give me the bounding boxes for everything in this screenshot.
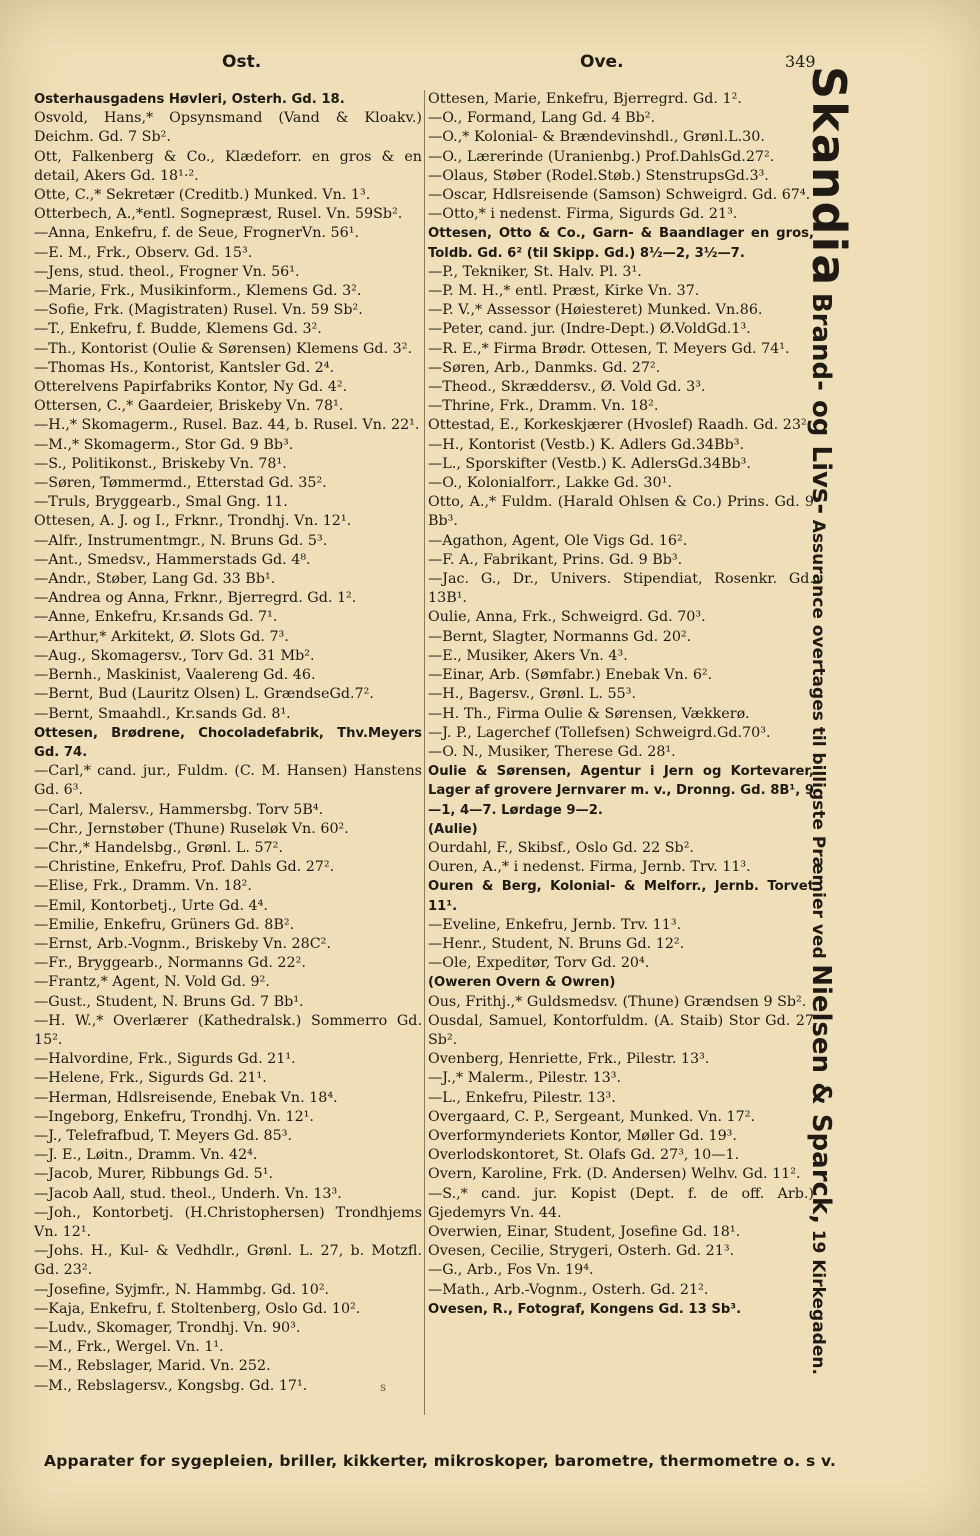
directory-entry: Ouren, A.,* i nedenst. Firma, Jernb. Trv. 11³. [428, 859, 751, 876]
directory-entry: —Ole, Expeditør, Torv Gd. 20⁴. [428, 955, 650, 972]
directory-entry: Oulie & Sørensen, Agentur i Jern og Kortevarer, Lager af grovere Jernvarer m. v., Dronng. Gd. 8B¹, 9—1, 4—7. Lørdage 9—2. [428, 764, 814, 818]
footer-advertisement: Apparater for sygepleien, briller, kikkerter, mikroskoper, barometre, thermometre o. s v. [44, 1452, 837, 1470]
directory-entry: Osvold, Hans,* Opsynsmand (Vand & Kloakv.) Deichm. Gd. 7 Sb². [34, 110, 422, 146]
directory-entry: —Arthur,* Arkitekt, Ø. Slots Gd. 7³. [34, 628, 289, 645]
directory-entry: —Bernh., Maskinist, Vaalereng Gd. 46. [34, 667, 316, 684]
directory-entry: —O. N., Musiker, Therese Gd. 28¹. [428, 743, 676, 760]
directory-entry: —Johs. H., Kul- & Vedhdlr., Grønl. L. 27, b. Motzfl. Gd. 23². [34, 1243, 422, 1279]
directory-entry: —Josefine, Syjmfr., N. Hammbg. Gd. 10². [34, 1281, 330, 1298]
page-number: 349 [785, 52, 816, 71]
directory-entry: —Søren, Arb., Danmks. Gd. 27². [428, 359, 661, 376]
directory-entry: —J. P., Lagerchef (Tollefsen) Schweigrd.Gd.70³. [428, 724, 771, 741]
directory-entry: —Halvordine, Frk., Sigurds Gd. 21¹. [34, 1051, 296, 1068]
directory-entry: —Jac. G., Dr., Univers. Stipendiat, Rosenkr. Gd. 13B¹. [428, 571, 814, 607]
directory-entry: Otterbech, A.,*entl. Sognepræst, Rusel. Vn. 59Sb². [34, 206, 403, 223]
directory-entry: —M., Rebslagersv., Kongsbg. Gd. 17¹. [34, 1377, 308, 1394]
directory-entry: —L., Enkefru, Pilestr. 13³. [428, 1089, 616, 1106]
directory-entry: —Alfr., Instrumentmgr., N. Bruns Gd. 5³. [34, 532, 328, 549]
directory-entry: Ottesen, Otto & Co., Garn- & Baandlager en gros, Toldb. Gd. 6² (til Skipp. Gd.) 8½—2, 3½—7. [428, 226, 814, 261]
directory-entry: —R. E.,* Firma Brødr. Ottesen, T. Meyers Gd. 74¹. [428, 340, 790, 357]
directory-entry: Overlodskontoret, St. Olafs Gd. 27³, 10—1. [428, 1147, 740, 1164]
directory-entry: —Andr., Støber, Lang Gd. 33 Bb¹. [34, 571, 276, 588]
directory-entry: Ottestad, E., Korkeskjærer (Hvoslef) Raadh. Gd. 23². [428, 417, 812, 434]
directory-entry: —Ernst, Arb.-Vognm., Briskeby Vn. 28C². [34, 935, 331, 952]
directory-entry: Overgaard, C. P., Sergeant, Munked. Vn. 17². [428, 1108, 756, 1125]
directory-entry: Ovesen, R., Fotograf, Kongens Gd. 13 Sb³. [428, 1301, 742, 1317]
directory-entry: —Chr., Jernstøber (Thune) Ruseløk Vn. 60². [34, 820, 349, 837]
directory-entry: —Gust., Student, N. Bruns Gd. 7 Bb¹. [34, 993, 304, 1010]
directory-entry: Ourdahl, F., Skibsf., Oslo Gd. 22 Sb². [428, 839, 694, 856]
directory-entry: —H. W.,* Overlærer (Kathedralsk.) Sommerro Gd. 15². [34, 1012, 422, 1048]
directory-entry: —Oscar, Hdlsreisende (Samson) Schweigrd. Gd. 67⁴. [428, 187, 811, 204]
directory-entry: Otterelvens Papirfabriks Kontor, Ny Gd. 4². [34, 379, 348, 396]
directory-entry: —Anna, Enkefru, f. de Seue, FrognerVn. 56¹. [34, 225, 359, 242]
directory-entry: —Søren, Tømmermd., Etterstad Gd. 35². [34, 475, 327, 492]
directory-entry: —Emilie, Enkefru, Grüners Gd. 8B². [34, 916, 295, 933]
directory-entry: Otto, A.,* Fuldm. (Harald Ohlsen & Co.) Prins. Gd. 9 Bb³. [428, 494, 814, 530]
directory-entry: —Th., Kontorist (Oulie & Sørensen) Klemens Gd. 3². [34, 340, 412, 357]
directory-entry: —M.,* Skomagerm., Stor Gd. 9 Bb³. [34, 436, 294, 453]
directory-entry: —M., Frk., Wergel. Vn. 1¹. [34, 1339, 224, 1356]
directory-entry: —Anne, Enkefru, Kr.sands Gd. 7¹. [34, 609, 278, 626]
directory-entry: —Fr., Bryggearb., Normanns Gd. 22². [34, 955, 306, 972]
directory-entry: —T., Enkefru, f. Budde, Klemens Gd. 3². [34, 321, 322, 338]
directory-entry: —Joh., Kontorbetj. (H.Christophersen) Trondhjems Vn. 12¹. [34, 1204, 422, 1240]
directory-entry: —Frantz,* Agent, N. Vold Gd. 9². [34, 974, 270, 991]
left-column [34, 90, 422, 1396]
directory-entry: —Eveline, Enkefru, Jernb. Trv. 11³. [428, 916, 682, 933]
directory-entry: Overwien, Einar, Student, Josefine Gd. 18¹. [428, 1223, 741, 1240]
directory-entry: —E. M., Frk., Observ. Gd. 15³. [34, 244, 253, 261]
directory-entry: —H., Bagersv., Grønl. L. 55³. [428, 686, 637, 703]
directory-entry: —Einar, Arb. (Sømfabr.) Enebak Vn. 6². [428, 667, 713, 684]
directory-entry: —Jens, stud. theol., Frogner Vn. 56¹. [34, 263, 300, 280]
directory-entry: Ottesen, Marie, Enkefru, Bjerregrd. Gd. 1². [428, 91, 742, 107]
directory-entry: —Marie, Frk., Musikinform., Klemens Gd. 3². [34, 283, 362, 300]
directory-entry: —Peter, cand. jur. (Indre-Dept.) Ø.VoldGd.1³. [428, 321, 751, 338]
directory-entry: —Sofie, Frk. (Magistraten) Rusel. Vn. 59 Sb². [34, 302, 363, 319]
directory-entry: —O.,* Kolonial- & Brændevinshdl., Grønl.L.30. [428, 129, 765, 146]
directory-entry: —J. E., Løitn., Dramm. Vn. 42⁴. [34, 1147, 258, 1164]
header-left-keyword: Ost. [222, 52, 262, 72]
directory-entry: —Ludv., Skomager, Trondhj. Vn. 90³. [34, 1320, 301, 1336]
directory-entry: —H., Kontorist (Vestb.) K. Adlers Gd.34Bb³. [428, 436, 745, 453]
directory-entry: Ouren & Berg, Kolonial- & Melforr., Jernb. Torvet 11¹. [428, 879, 814, 914]
directory-entry: Ous, Frithj.,* Guldsmedsv. (Thune) Grændsen 9 Sb². [428, 993, 807, 1010]
column-divider [424, 90, 425, 1415]
side-ad-line2: Assurance overtages til billigste Præmier ved [808, 519, 828, 959]
directory-entry: Ott, Falkenberg & Co., Klædeforr. en gros & en detail, Akers Gd. 18¹·². [34, 148, 422, 184]
directory-entry: —Olaus, Støber (Rodel.Støb.) StenstrupsGd.3³. [428, 167, 769, 184]
directory-entry: —Bernt, Slagter, Normanns Gd. 20². [428, 628, 692, 645]
directory-entry: —F. A., Fabrikant, Prins. Gd. 9 Bb³. [428, 551, 683, 568]
directory-entry: Ovenberg, Henriette, Frk., Pilestr. 13³. [428, 1051, 710, 1068]
directory-entry: Otte, C.,* Sekretær (Creditb.) Munked. Vn. 1³. [34, 187, 371, 204]
directory-entry: Osterhausgadens Høvleri, Osterh. Gd. 18. [34, 92, 345, 107]
directory-entry: —Elise, Frk., Dramm. Vn. 18². [34, 878, 252, 895]
directory-entry: —O., Formand, Lang Gd. 4 Bb². [428, 110, 656, 127]
directory-entry: —E., Musiker, Akers Vn. 4³. [428, 647, 628, 664]
directory-entry: —Thomas Hs., Kontorist, Kantsler Gd. 2⁴. [34, 359, 335, 376]
directory-entry: —L., Sporskifter (Vestb.) K. AdlersGd.34Bb³. [428, 455, 751, 472]
directory-entry: —Jacob Aall, stud. theol., Underh. Vn. 13³. [34, 1185, 342, 1202]
directory-entry: —Math., Arb.-Vognm., Osterh. Gd. 21². [428, 1281, 709, 1298]
directory-entry: —Aug., Skomagersv., Torv Gd. 31 Mb². [34, 647, 315, 664]
directory-entry: —Ingeborg, Enkefru, Trondhj. Vn. 12¹. [34, 1108, 314, 1125]
directory-entry: —M., Rebslager, Marid. Vn. 252. [34, 1358, 271, 1375]
directory-entry: —Chr.,* Handelsbg., Grønl. L. 57². [34, 839, 283, 856]
directory-entry: —Otto,* i nedenst. Firma, Sigurds Gd. 21³. [428, 206, 738, 223]
directory-entry: —Emil, Kontorbetj., Urte Gd. 4⁴. [34, 897, 268, 914]
directory-entry: Overformynderiets Kontor, Møller Gd. 19³. [428, 1127, 737, 1144]
directory-entry: —Truls, Bryggearb., Smal Gng. 11. [34, 494, 288, 511]
directory-entry: —Christine, Enkefru, Prof. Dahls Gd. 27². [34, 859, 335, 876]
stain-mark: s [380, 1380, 387, 1394]
directory-entry: —O., Lærerinde (Uranienbg.) Prof.DahlsGd.27². [428, 148, 775, 165]
directory-entry: Ousdal, Samuel, Kontorfuldm. (A. Staib) Stor Gd. 27 Sb². [428, 1012, 814, 1048]
directory-entry: —J.,* Malerm., Pilestr. 13³. [428, 1070, 622, 1087]
directory-entry: —Herman, Hdlsreisende, Enebak Vn. 18⁴. [34, 1089, 338, 1106]
directory-entry: —P. M. H.,* entl. Præst, Kirke Vn. 37. [428, 283, 700, 300]
directory-entry: —Agathon, Agent, Ole Vigs Gd. 16². [428, 532, 688, 549]
directory-entry: —J., Telefrafbud, T. Meyers Gd. 85³. [34, 1127, 293, 1144]
directory-entry: —Carl,* cand. jur., Fuldm. (C. M. Hansen) Hanstens Gd. 6³. [34, 763, 422, 799]
directory-entry: —Bernt, Smaahdl., Kr.sands Gd. 8¹. [34, 705, 291, 722]
directory-entry: —G., Arb., Fos Vn. 19⁴. [428, 1262, 594, 1279]
directory-entry: —Ant., Smedsv., Hammerstads Gd. 4⁸. [34, 551, 311, 568]
directory-entry: Overn, Karoline, Frk. (D. Andersen) Welhv. Gd. 11². [428, 1166, 801, 1183]
directory-entry: Ottersen, C.,* Gaardeier, Briskeby Vn. 78¹. [34, 398, 344, 415]
directory-entry: —P., Tekniker, St. Halv. Pl. 3¹. [428, 263, 642, 280]
directory-entry: —S., Politikonst., Briskeby Vn. 78¹. [34, 455, 287, 472]
directory-entry: Ottesen, Brødrene, Chocoladefabrik, Thv.Meyers Gd. 74. [34, 725, 422, 760]
directory-entry: —Theod., Skræddersv., Ø. Vold Gd. 3³. [428, 379, 706, 396]
side-ad-line1: Brand- og Livs- [806, 292, 836, 515]
directory-entry: Ovesen, Cecilie, Strygeri, Osterh. Gd. 21³. [428, 1243, 735, 1260]
directory-entry: (Oweren Overn & Owren) [428, 975, 616, 991]
directory-entry: Ottesen, A. J. og I., Frknr., Trondhj. Vn. 12¹. [34, 513, 352, 530]
directory-entry: —Jacob, Murer, Ribbungs Gd. 5¹. [34, 1166, 274, 1183]
directory-entry: —S.,* cand. jur. Kopist (Dept. f. de off. Arb.) Gjedemyrs Vn. 44. [428, 1185, 814, 1221]
side-ad-brand: Skandia [802, 66, 856, 288]
directory-entry: —Kaja, Enkefru, f. Stoltenberg, Oslo Gd. 10². [34, 1300, 361, 1317]
directory-entry: —Henr., Student, N. Bruns Gd. 12². [428, 935, 685, 952]
directory-entry: —P. V.,* Assessor (Høiesteret) Munked. Vn.86. [428, 302, 763, 319]
directory-entry: —Thrine, Frk., Dramm. Vn. 18². [428, 398, 659, 415]
directory-entry: —Carl, Malersv., Hammersbg. Torv 5B⁴. [34, 801, 324, 818]
right-column [428, 90, 814, 1319]
directory-entry: —H. Th., Firma Oulie & Sørensen, Vækkerø. [428, 705, 750, 722]
directory-entry: —Helene, Frk., Sigurds Gd. 21¹. [34, 1070, 267, 1087]
side-advertisement [802, 66, 856, 1418]
directory-entry: Oulie, Anna, Frk., Schweigrd. Gd. 70³. [428, 609, 706, 626]
side-ad-line4: 19 Kirkegaden. [808, 1229, 828, 1375]
directory-entry: —O., Kolonialforr., Lakke Gd. 30¹. [428, 475, 672, 492]
header-center-keyword: Ove. [580, 52, 624, 72]
directory-entry: (Aulie) [428, 821, 478, 837]
side-ad-line3: Nielsen & Sparck, [806, 964, 836, 1225]
directory-entry: —Bernt, Bud (Lauritz Olsen) L. GrændseGd.7². [34, 686, 374, 703]
directory-entry: —H.,* Skomagerm., Rusel. Baz. 44, b. Rusel. Vn. 22¹. [34, 417, 420, 434]
directory-entry: —Andrea og Anna, Frknr., Bjerregrd. Gd. 1². [34, 590, 357, 607]
